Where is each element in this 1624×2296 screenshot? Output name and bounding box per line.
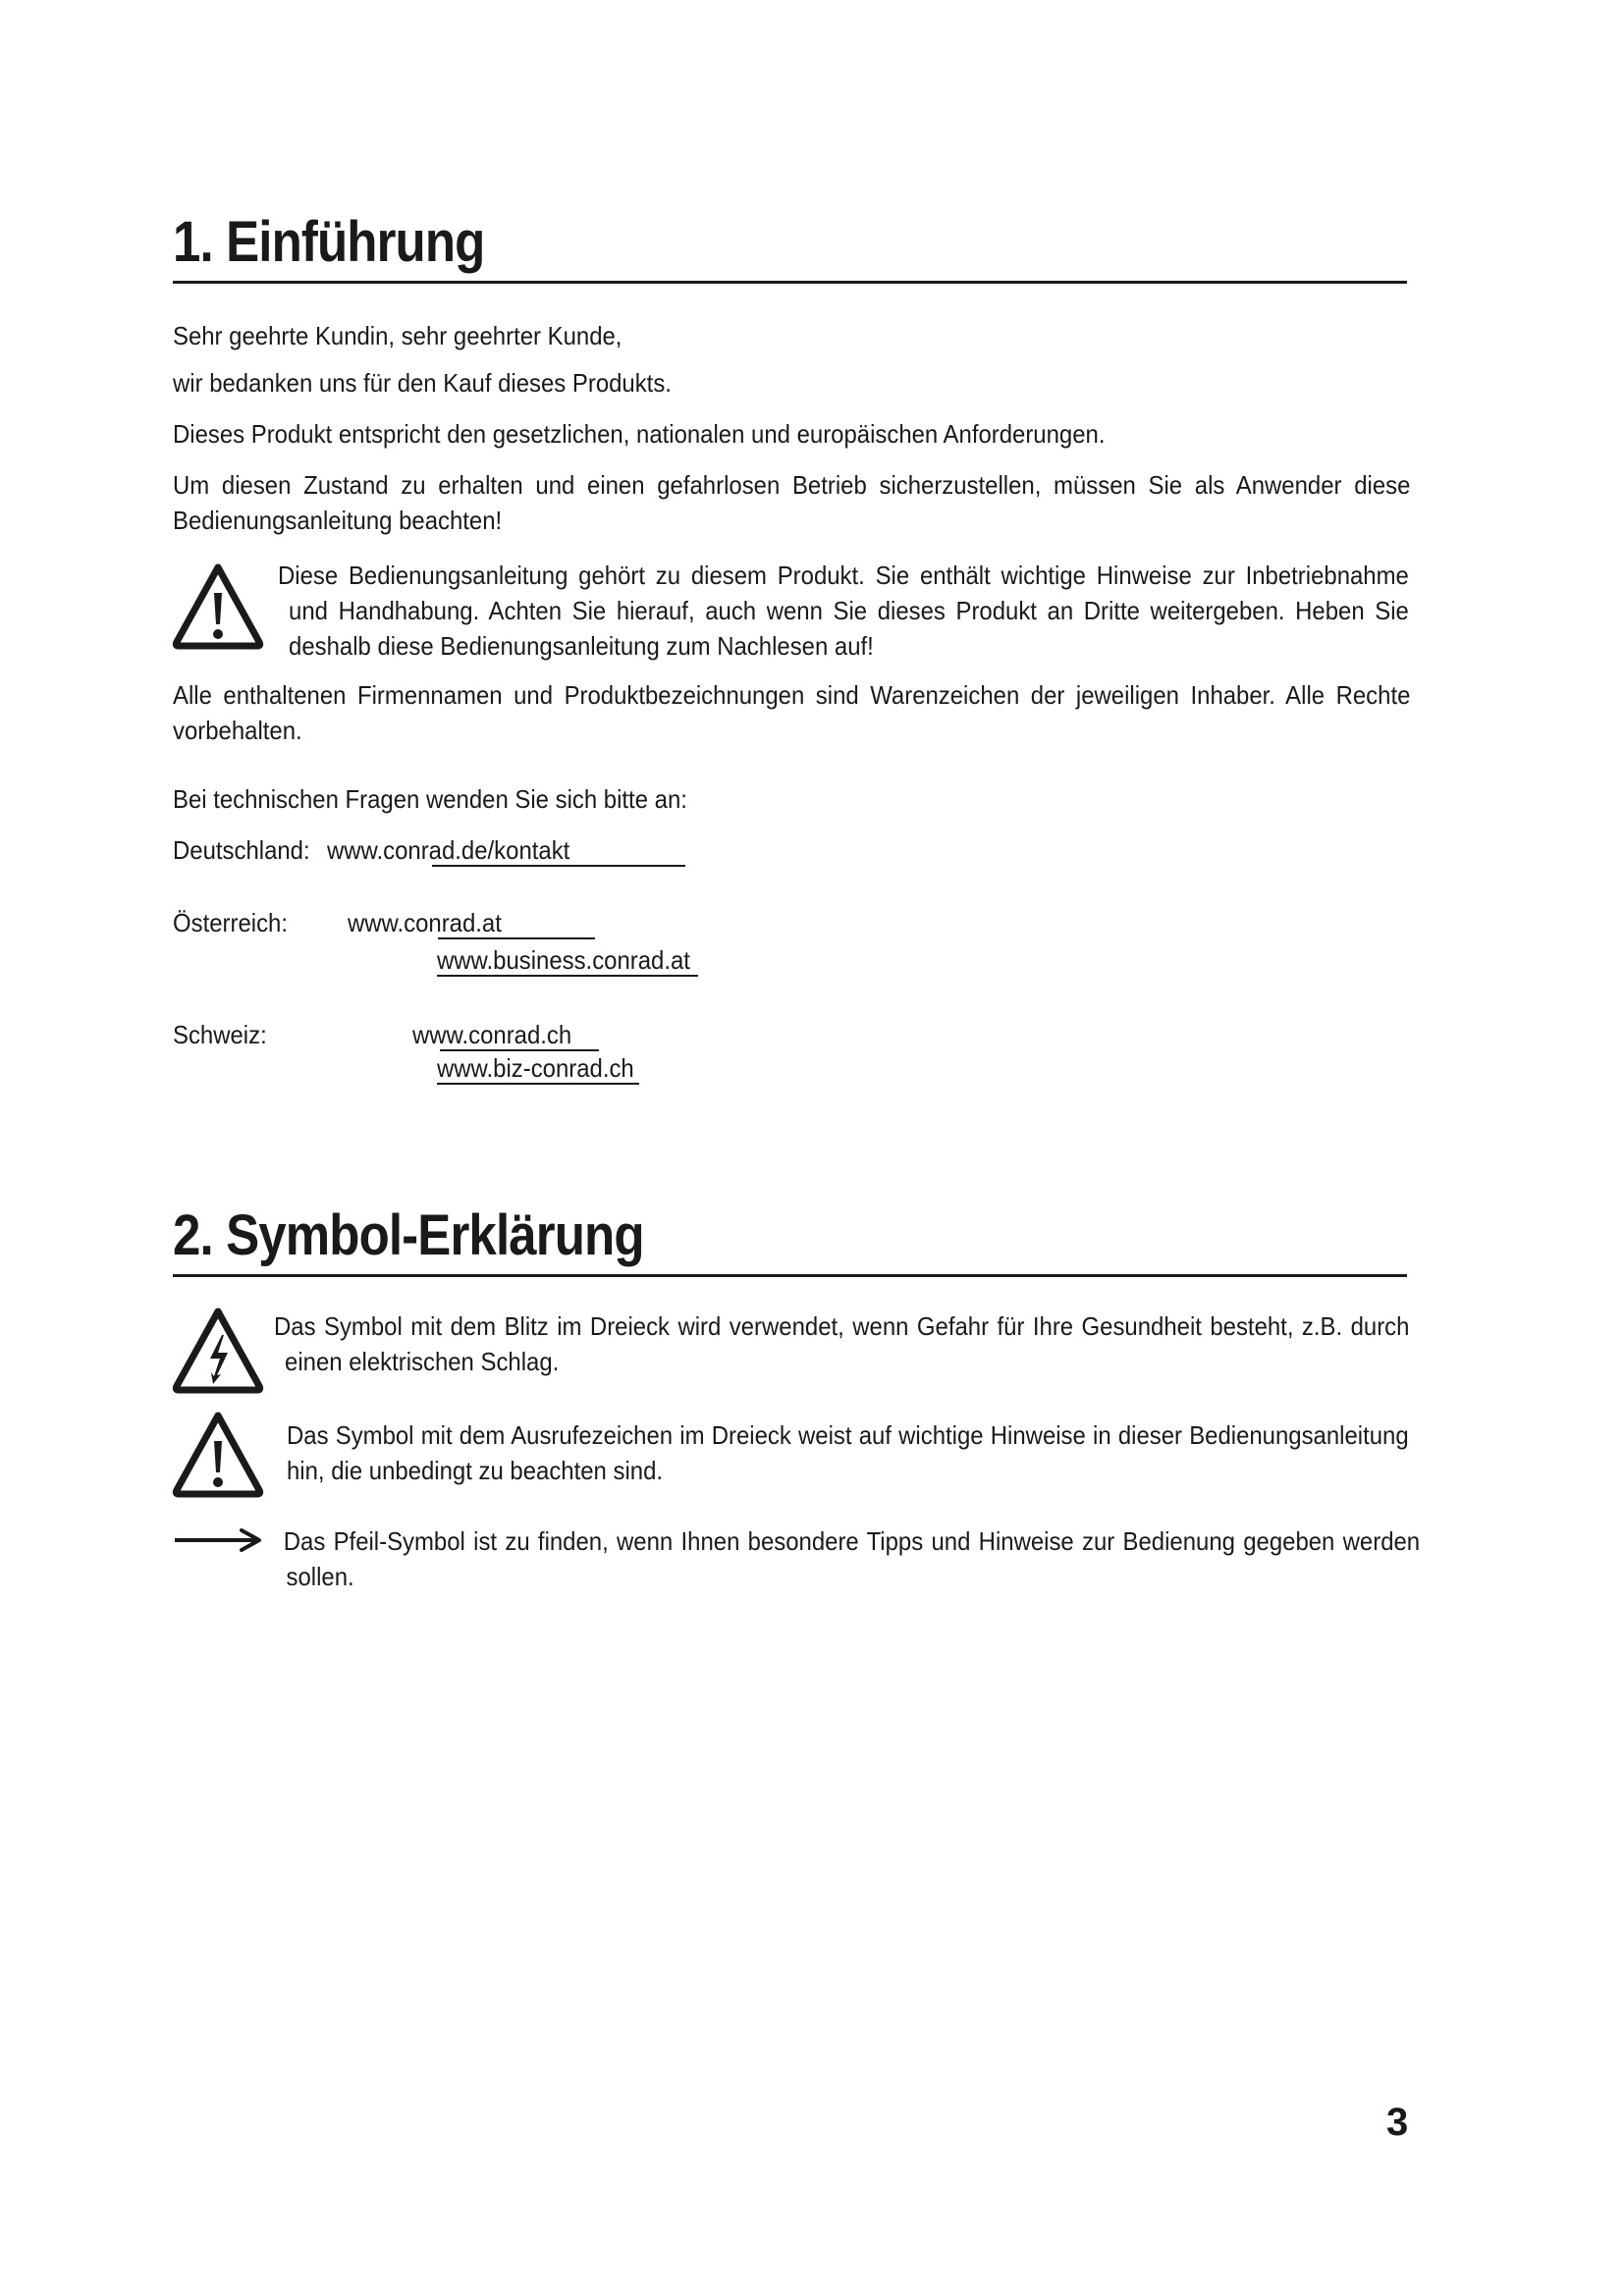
exclamation-paragraph [287, 1417, 1409, 1488]
link-underline [437, 1083, 639, 1085]
arrow-text: Das Pfeil-Symbol ist zu finden, wenn Ihnen besondere Tipps und Hinweise zur Bedienung gegeben werden sollen. [283, 1526, 1421, 1591]
lightning-paragraph [274, 1308, 1409, 1379]
section-heading-introduction: 1. Einführung [173, 210, 485, 274]
compliance-text: Dieses Produkt entspricht den gesetzlichen, nationalen und europäischen Anforderungen. [173, 419, 1106, 449]
safety-text: Um diesen Zustand zu erhalten und einen gefahrlosen Betrieb sicherzustellen, müssen Sie als Anwender diese Bedienungsanleitung beachten! [173, 470, 1411, 535]
link-biz-conrad-ch[interactable]: www.biz-conrad.ch [437, 1053, 634, 1083]
heading-rule [173, 1274, 1407, 1277]
country-label-austria: Österreich: [173, 908, 288, 937]
trademarks-paragraph [173, 677, 1410, 748]
link-conrad-ch[interactable]: www.conrad.ch [412, 1020, 572, 1049]
country-label-germany: Deutschland: [173, 835, 310, 865]
greeting-text: Sehr geehrte Kundin, sehr geehrter Kunde, [173, 321, 623, 350]
arrow-paragraph [281, 1523, 1420, 1594]
link-underline [432, 865, 685, 867]
link-underline [437, 975, 698, 977]
link-business-conrad-at[interactable]: www.business.conrad.at [437, 945, 690, 975]
heading-rule [173, 281, 1407, 284]
lightning-triangle-icon [171, 1306, 265, 1394]
exclamation-triangle-icon [171, 561, 265, 650]
arrow-right-icon [173, 1527, 263, 1553]
link-underline [438, 937, 595, 939]
exclamation-triangle-icon [171, 1410, 265, 1498]
contact-intro-text: Bei technischen Fragen wenden Sie sich bitte an: [173, 784, 687, 814]
safety-paragraph [173, 467, 1410, 538]
link-conrad-de[interactable]: www.conrad.de/kontakt [327, 835, 570, 865]
section-heading-symbols: 2. Symbol-Erklärung [173, 1203, 644, 1267]
exclamation-text: Das Symbol mit dem Ausrufezeichen im Dreieck weist auf wichtige Hinweise in dieser Bedienungsanleitung hin, die unbedingt zu beachten sind. [287, 1420, 1409, 1485]
country-label-switzerland: Schweiz: [173, 1020, 267, 1049]
page-number: 3 [1386, 2101, 1409, 2144]
link-conrad-at[interactable]: www.conrad.at [348, 908, 502, 937]
warning-note-paragraph [278, 558, 1409, 664]
trademarks-text: Alle enthaltenen Firmennamen und Produktbezeichnungen sind Warenzeichen der jeweiligen Inhaber. Alle Rechte vorbehalten. [173, 680, 1411, 745]
warning-note-text: Diese Bedienungsanleitung gehört zu diesem Produkt. Sie enthält wichtige Hinweise zur Inbetriebnahme und Handhabung. Achten Sie hierauf, auch wenn Sie dieses Produkt an Dritte weitergeben. Heben Sie deshalb diese Bedienungsanleitung zum Nachlesen auf! [278, 561, 1409, 661]
thanks-text: wir bedanken uns für den Kauf dieses Produkts. [173, 368, 672, 398]
lightning-text: Das Symbol mit dem Blitz im Dreieck wird verwendet, wenn Gefahr für Ihre Gesundheit besteht, z.B. durch einen elektrischen Schlag. [274, 1311, 1410, 1376]
